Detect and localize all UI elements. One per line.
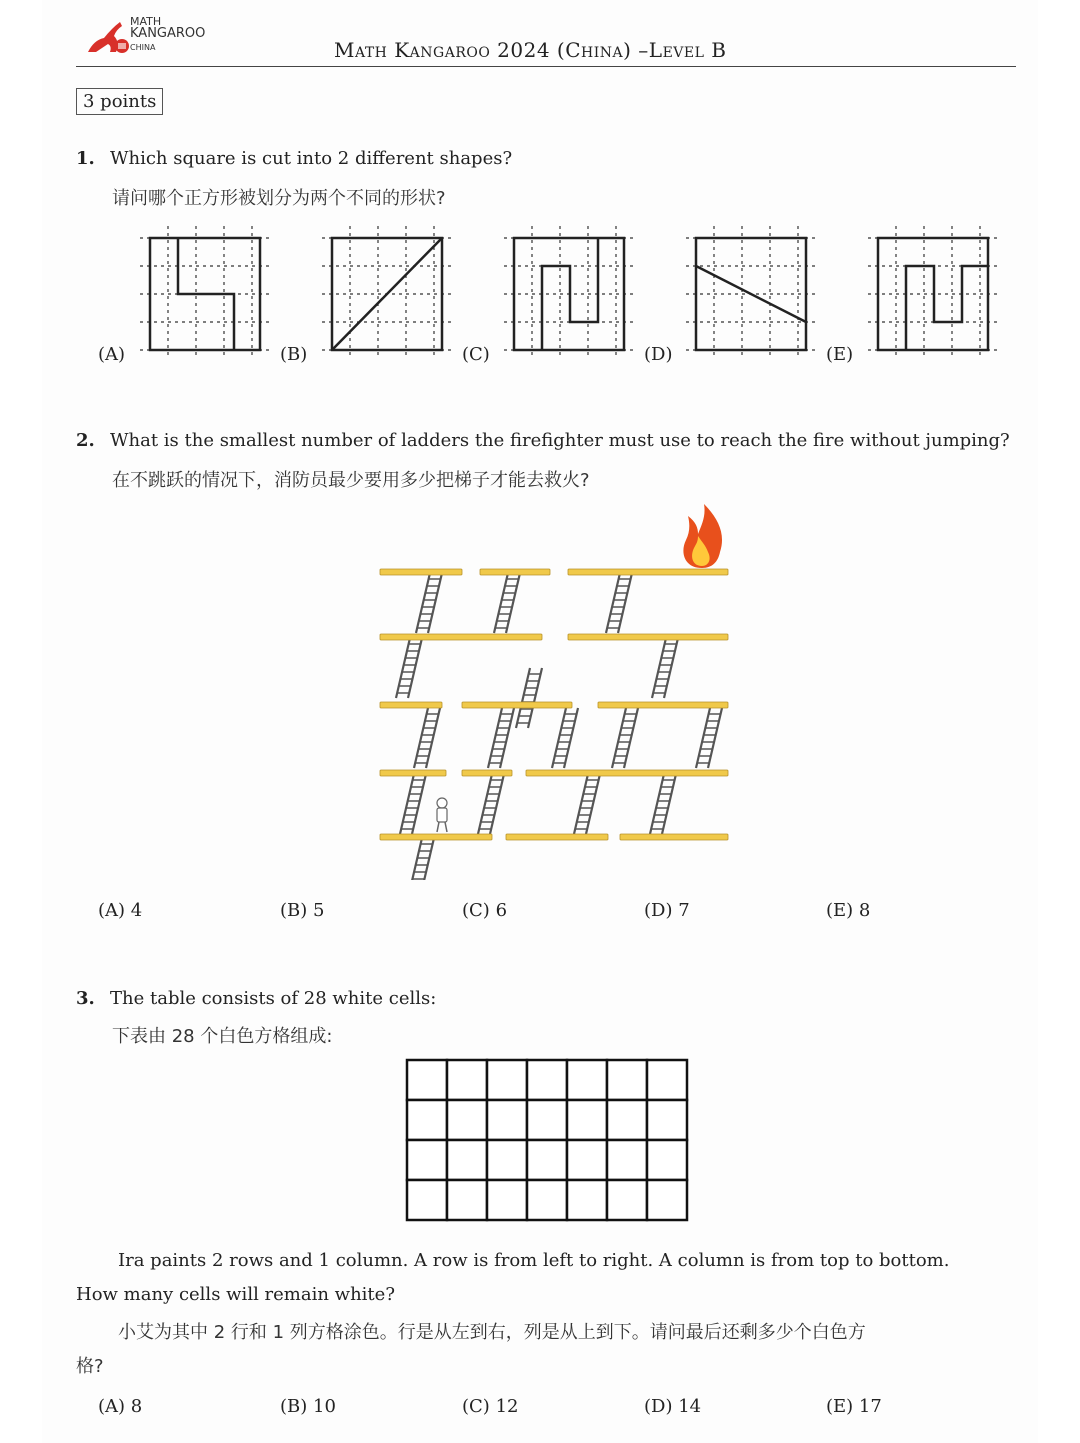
- table-cell: [607, 1140, 647, 1180]
- table-cell: [487, 1180, 527, 1220]
- table-cell: [567, 1060, 607, 1100]
- table-cell: [487, 1100, 527, 1140]
- page-title: Math Kangaroo 2024 (China) –Level B: [334, 38, 727, 62]
- math-kangaroo-logo: [82, 14, 212, 58]
- ladder-puzzle-figure: [370, 500, 740, 880]
- q3-text-en: The table consists of 28 white cells:: [110, 988, 437, 1009]
- q1-option-a[interactable]: (A): [98, 344, 126, 365]
- table-cell: [567, 1140, 607, 1180]
- table-cell: [647, 1100, 687, 1140]
- firefighter-icon: [437, 798, 447, 832]
- q3-body-cn-line2: 格?: [76, 1356, 104, 1377]
- table-cell: [647, 1180, 687, 1220]
- q2-option-e[interactable]: (E) 8: [826, 900, 871, 921]
- q3-number: 3.: [76, 988, 95, 1009]
- q3-option-b[interactable]: (B) 10: [280, 1396, 336, 1417]
- table-cell: [567, 1180, 607, 1220]
- table-cell: [447, 1140, 487, 1180]
- q2-text-cn: 在不跳跃的情况下，消防员最少要用多少把梯子才能去救火?: [112, 470, 590, 491]
- table-cell: [527, 1140, 567, 1180]
- q1-option-e[interactable]: (E): [826, 344, 854, 365]
- q3-option-d[interactable]: (D) 14: [644, 1396, 702, 1417]
- table-cell: [527, 1060, 567, 1100]
- table-cell: [447, 1180, 487, 1220]
- q2-option-d[interactable]: (D) 7: [644, 900, 690, 921]
- q3-body-en-line2: How many cells will remain white?: [76, 1284, 395, 1305]
- q2-number: 2.: [76, 430, 95, 451]
- table-cell: [407, 1060, 447, 1100]
- q3-text-cn: 下表由 28 个白色方格组成:: [112, 1026, 333, 1047]
- q2-option-c[interactable]: (C) 6: [462, 900, 508, 921]
- q1-option-c[interactable]: (C): [462, 344, 490, 365]
- table-cell: [607, 1100, 647, 1140]
- square-e: [868, 226, 998, 356]
- table-cell: [447, 1100, 487, 1140]
- q3-body-cn-line1: 小艾为其中 2 行和 1 列方格涂色。行是从左到右，列是从上到下。请问最后还剩多少个白色方: [118, 1322, 866, 1343]
- table-cell: [527, 1100, 567, 1140]
- table-cell: [647, 1140, 687, 1180]
- q3-option-a[interactable]: (A) 8: [98, 1396, 143, 1417]
- q2-text-en: What is the smallest number of ladders the firefighter must use to reach the fire without jumping?: [110, 430, 1010, 451]
- square-a: [140, 226, 270, 356]
- square-d: [686, 226, 816, 356]
- q3-body-en-line1: Ira paints 2 rows and 1 column. A row is from left to right. A column is from top to bottom.: [118, 1250, 950, 1271]
- q2-option-b[interactable]: (B) 5: [280, 900, 325, 921]
- table-cell: [487, 1060, 527, 1100]
- square-b: [322, 226, 452, 356]
- q3-option-e[interactable]: (E) 17: [826, 1396, 882, 1417]
- table-cell: [607, 1180, 647, 1220]
- kangaroo-icon: [82, 18, 132, 58]
- logo-line-kangaroo: KANGAROO: [130, 26, 206, 41]
- table-cell: [487, 1140, 527, 1180]
- q3-option-c[interactable]: (C) 12: [462, 1396, 519, 1417]
- q3-cell-table: [405, 1058, 689, 1222]
- points-badge: 3 points: [76, 88, 163, 115]
- q1-option-d[interactable]: (D): [644, 344, 673, 365]
- q1-option-b[interactable]: (B): [280, 344, 308, 365]
- q1-number: 1.: [76, 148, 95, 169]
- logo-line-china: CHINA: [130, 43, 156, 52]
- header-divider: [76, 66, 1016, 67]
- table-cell: [407, 1140, 447, 1180]
- table-cell: [407, 1180, 447, 1220]
- q1-text-en: Which square is cut into 2 different shapes?: [110, 148, 513, 169]
- q1-text-cn: 请问哪个正方形被划分为两个不同的形状?: [112, 188, 446, 209]
- fire-icon: [683, 504, 722, 568]
- logo-line-math: MATH: [130, 15, 162, 28]
- table-cell: [407, 1100, 447, 1140]
- table-cell: [647, 1060, 687, 1100]
- q1-squares-figure: [90, 226, 1010, 372]
- q2-option-a[interactable]: (A) 4: [98, 900, 143, 921]
- table-cell: [527, 1180, 567, 1220]
- square-c: [504, 226, 634, 356]
- table-cell: [447, 1060, 487, 1100]
- table-cell: [607, 1060, 647, 1100]
- table-cell: [567, 1100, 607, 1140]
